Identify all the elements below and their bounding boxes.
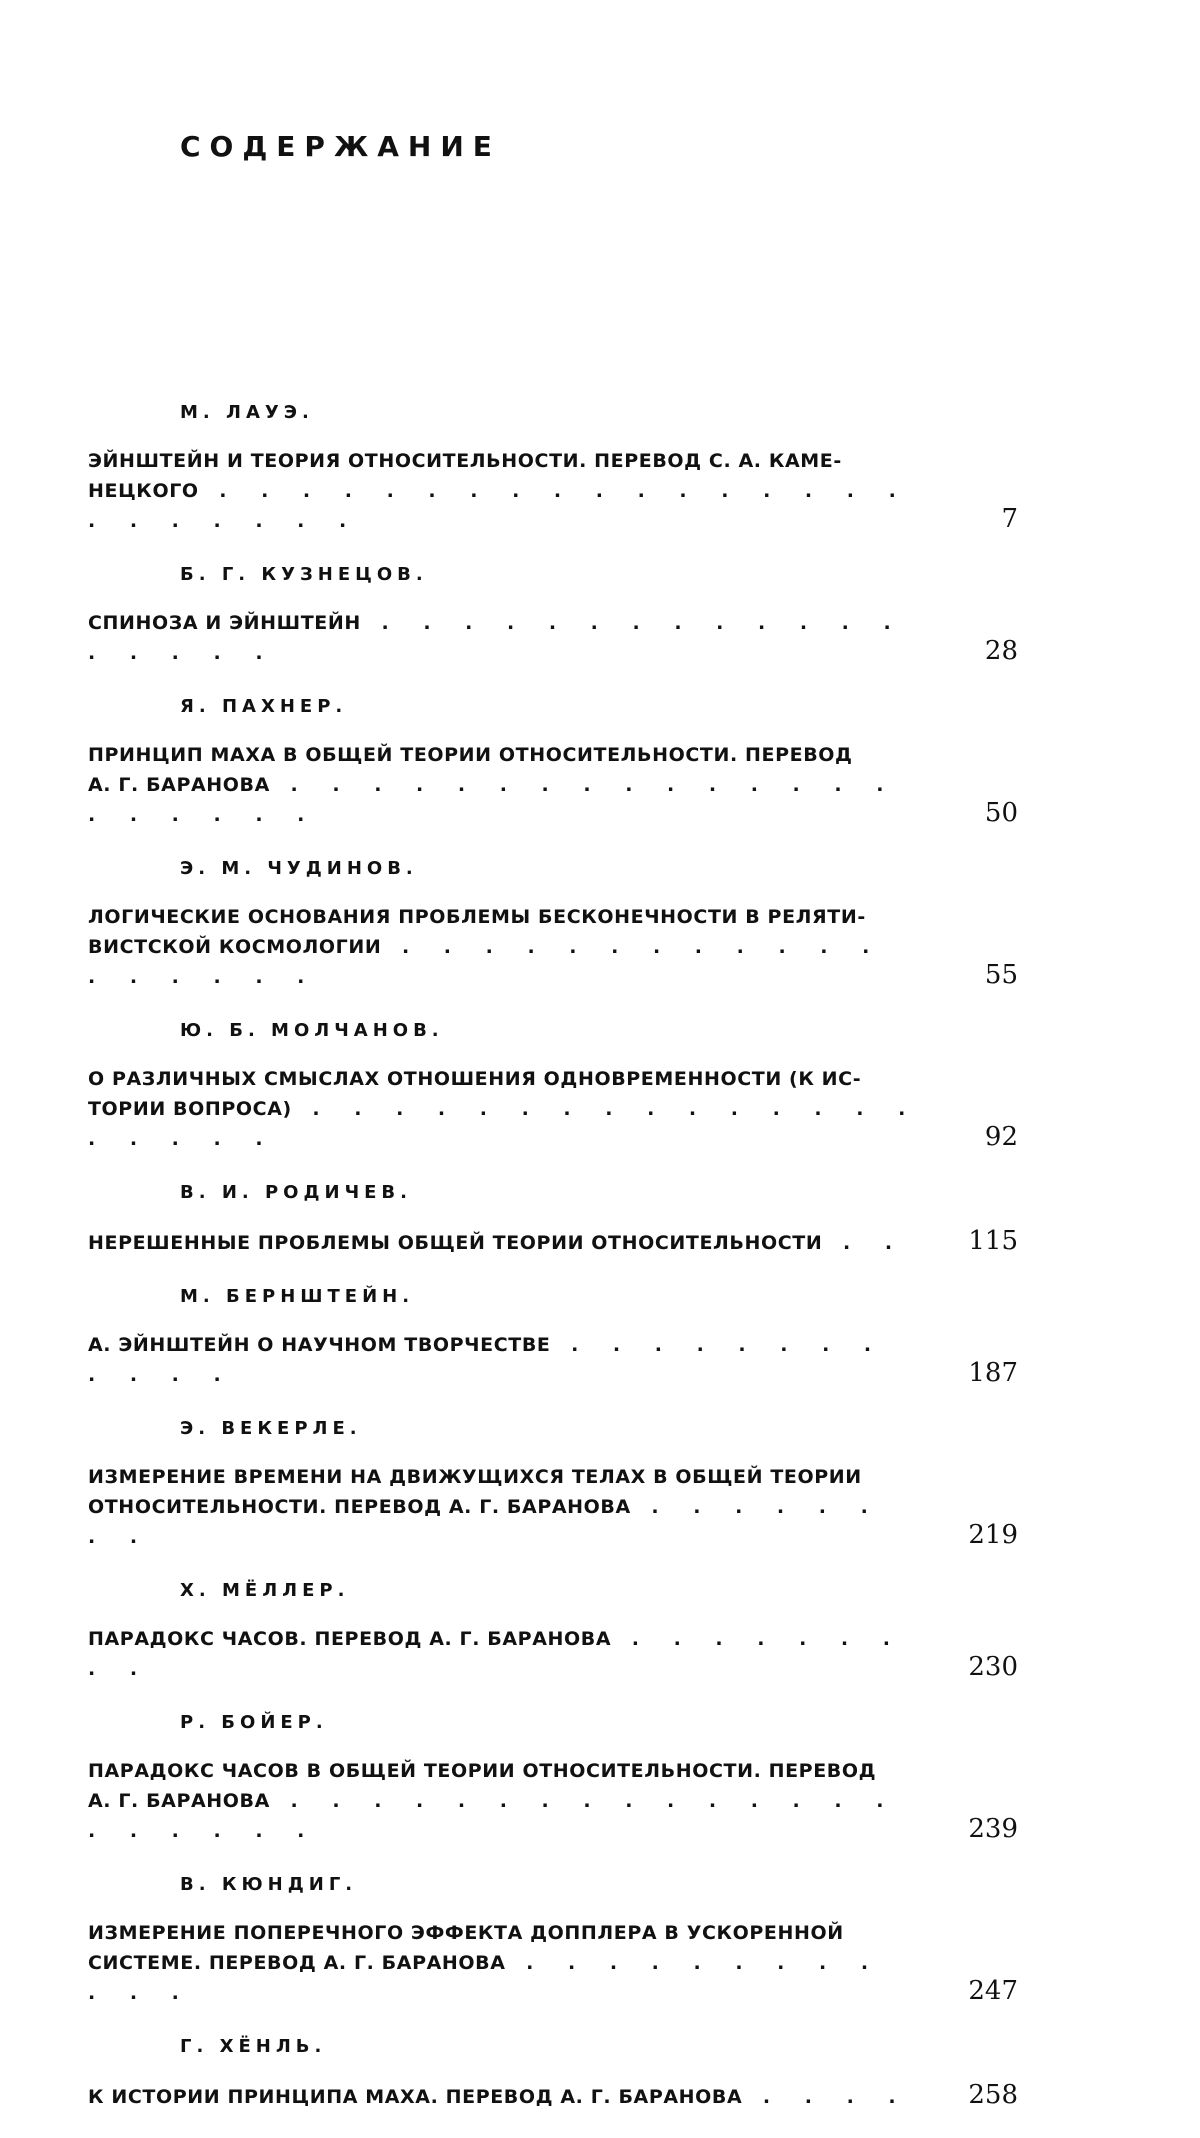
entry-row [88,740,1018,830]
toc-entry [88,2034,1018,2112]
toc-entry [88,856,1018,992]
entry-title: НЕРЕШЕННЫЕ ПРОБЛЕМЫ ОБЩЕЙ ТЕОРИИ ОТНОСИТЕЛЬНОСТИ . . [88,1232,907,1254]
entry-page-number: 258 [968,2080,1018,2110]
leader-dots: . . . . . . . . . . . . . . . . . . [88,936,884,988]
entry-page-number: 115 [968,1226,1018,1256]
leader-dots: . . [822,1232,907,1254]
toc-entry [88,1578,1018,1684]
table-of-contents [88,400,1018,2138]
leader-dots: . . . . . . . . . . . . . . . . . . . . . [88,1790,898,1842]
toc-entry [88,1710,1018,1846]
entry-row [88,1756,1018,1846]
entry-row [88,902,1018,992]
entry-author: Б. Г. КУЗНЕЦОВ. [180,564,428,585]
entry-title: ПАРАДОКС ЧАСОВ. ПЕРЕВОД А. Г. БАРАНОВА . . . . . . . . . [88,1628,904,1680]
entry-row [88,1064,1018,1154]
toc-entry [88,400,1018,536]
entry-author: Р. БОЙЕР. [180,1712,328,1733]
entry-page-number: 247 [968,1976,1018,2006]
entry-page-number: 92 [984,1122,1018,1152]
entry-page-number: 7 [1001,504,1018,534]
entry-title: К ИСТОРИИ ПРИНЦИПА МАХА. ПЕРЕВОД А. Г. БАРАНОВА . . . . [88,2086,910,2108]
entry-author: Ю. Б. МОЛЧАНОВ. [180,1020,444,1041]
entry-author: В. И. РОДИЧЕВ. [180,1182,412,1203]
entry-title: ПРИНЦИП МАХА В ОБЩЕЙ ТЕОРИИ ОТНОСИТЕЛЬНОСТИ. ПЕРЕВОД А. Г. БАРАНОВА . . . . . . . . . . . . . . . . . . . . . [88,744,898,826]
entry-row [88,1330,1018,1390]
entry-row [88,1462,1018,1552]
entry-author: М. ЛАУЭ. [180,402,314,423]
leader-dots: . . . . . . . . . . . . [88,1334,886,1386]
entry-title: ЭЙНШТЕЙН И ТЕОРИЯ ОТНОСИТЕЛЬНОСТИ. ПЕРЕВОД С. А. КАМЕ- НЕЦКОГО . . . . . . . . . . . . . . . . . . . . . . . . [88,450,910,532]
entry-page-number: 50 [984,798,1018,828]
entry-title: ЛОГИЧЕСКИЕ ОСНОВАНИЯ ПРОБЛЕМЫ БЕСКОНЕЧНОСТИ В РЕЛЯТИ- ВИСТСКОЙ КОСМОЛОГИИ . . . . . . . . . . . . . . . . . . [88,906,884,988]
entry-title: ИЗМЕРЕНИЕ ПОПЕРЕЧНОГО ЭФФЕКТА ДОППЛЕРА В УСКОРЕННОЙ СИСТЕМЕ. ПЕРЕВОД А. Г. БАРАНОВА . . . . . . . . . . . . [88,1922,883,2004]
toc-entry [88,1416,1018,1552]
entry-row [88,1226,1018,1258]
leader-dots: . . . . . . . . . [88,1628,904,1680]
leader-dots: . . . . . . . . . . . . . . . . . . . . . [88,774,898,826]
entry-author: Х. МЁЛЛЕР. [180,1580,350,1601]
entry-author: В. КЮНДИГ. [180,1874,358,1895]
leader-dots: . . . . . . . . . . . . . . . . . . [88,612,905,664]
page-title: СОДЕРЖАНИЕ [180,130,501,163]
entry-author: Э. М. ЧУДИНОВ. [180,858,418,879]
entry-author: Э. ВЕКЕРЛЕ. [180,1418,362,1439]
entry-title: О РАЗЛИЧНЫХ СМЫСЛАХ ОТНОШЕНИЯ ОДНОВРЕМЕННОСТИ (К ИС- ТОРИИ ВОПРОСА) . . . . . . . . . . . . . . . . . . . . [88,1068,920,1150]
entry-row [88,2080,1018,2112]
toc-entry [88,1872,1018,2008]
entry-author: Я. ПАХНЕР. [180,696,348,717]
entry-page-number: 219 [968,1520,1018,1550]
leader-dots: . . . . . . . . . . . . . . . . . . . . [88,1098,920,1150]
entry-page-number: 28 [984,636,1018,666]
toc-entry [88,1180,1018,1258]
entry-title: ПАРАДОКС ЧАСОВ В ОБЩЕЙ ТЕОРИИ ОТНОСИТЕЛЬНОСТИ. ПЕРЕВОД А. Г. БАРАНОВА . . . . . . . . . . . . . . . . . . . . . [88,1760,898,1842]
entry-page-number: 239 [968,1814,1018,1844]
toc-entry [88,1018,1018,1154]
leader-dots: . . . . . . . . [88,1496,882,1548]
entry-row [88,446,1018,536]
entry-title: СПИНОЗА И ЭЙНШТЕЙН . . . . . . . . . . . . . . . . . . [88,612,905,664]
entry-row [88,1624,1018,1684]
entry-row [88,608,1018,668]
entry-page-number: 187 [968,1358,1018,1388]
entry-title: ИЗМЕРЕНИЕ ВРЕМЕНИ НА ДВИЖУЩИХСЯ ТЕЛАХ В ОБЩЕЙ ТЕОРИИ ОТНОСИТЕЛЬНОСТИ. ПЕРЕВОД А. Г. БАРАНОВА . . . . . . . . [88,1466,882,1548]
leader-dots: . . . . [742,2086,910,2108]
entry-author: М. БЕРНШТЕЙН. [180,1286,415,1307]
entry-row [88,1918,1018,2008]
toc-entry [88,1284,1018,1390]
leader-dots: . . . . . . . . . . . . [88,1952,883,2004]
leader-dots: . . . . . . . . . . . . . . . . . . . . . . . . [88,480,910,532]
entry-page-number: 55 [984,960,1018,990]
entry-author: Г. ХЁНЛЬ. [180,2036,327,2057]
toc-entry [88,694,1018,830]
entry-title: А. ЭЙНШТЕЙН О НАУЧНОМ ТВОРЧЕСТВЕ . . . . . . . . . . . . [88,1334,886,1386]
entry-page-number: 230 [968,1652,1018,1682]
toc-entry [88,562,1018,668]
